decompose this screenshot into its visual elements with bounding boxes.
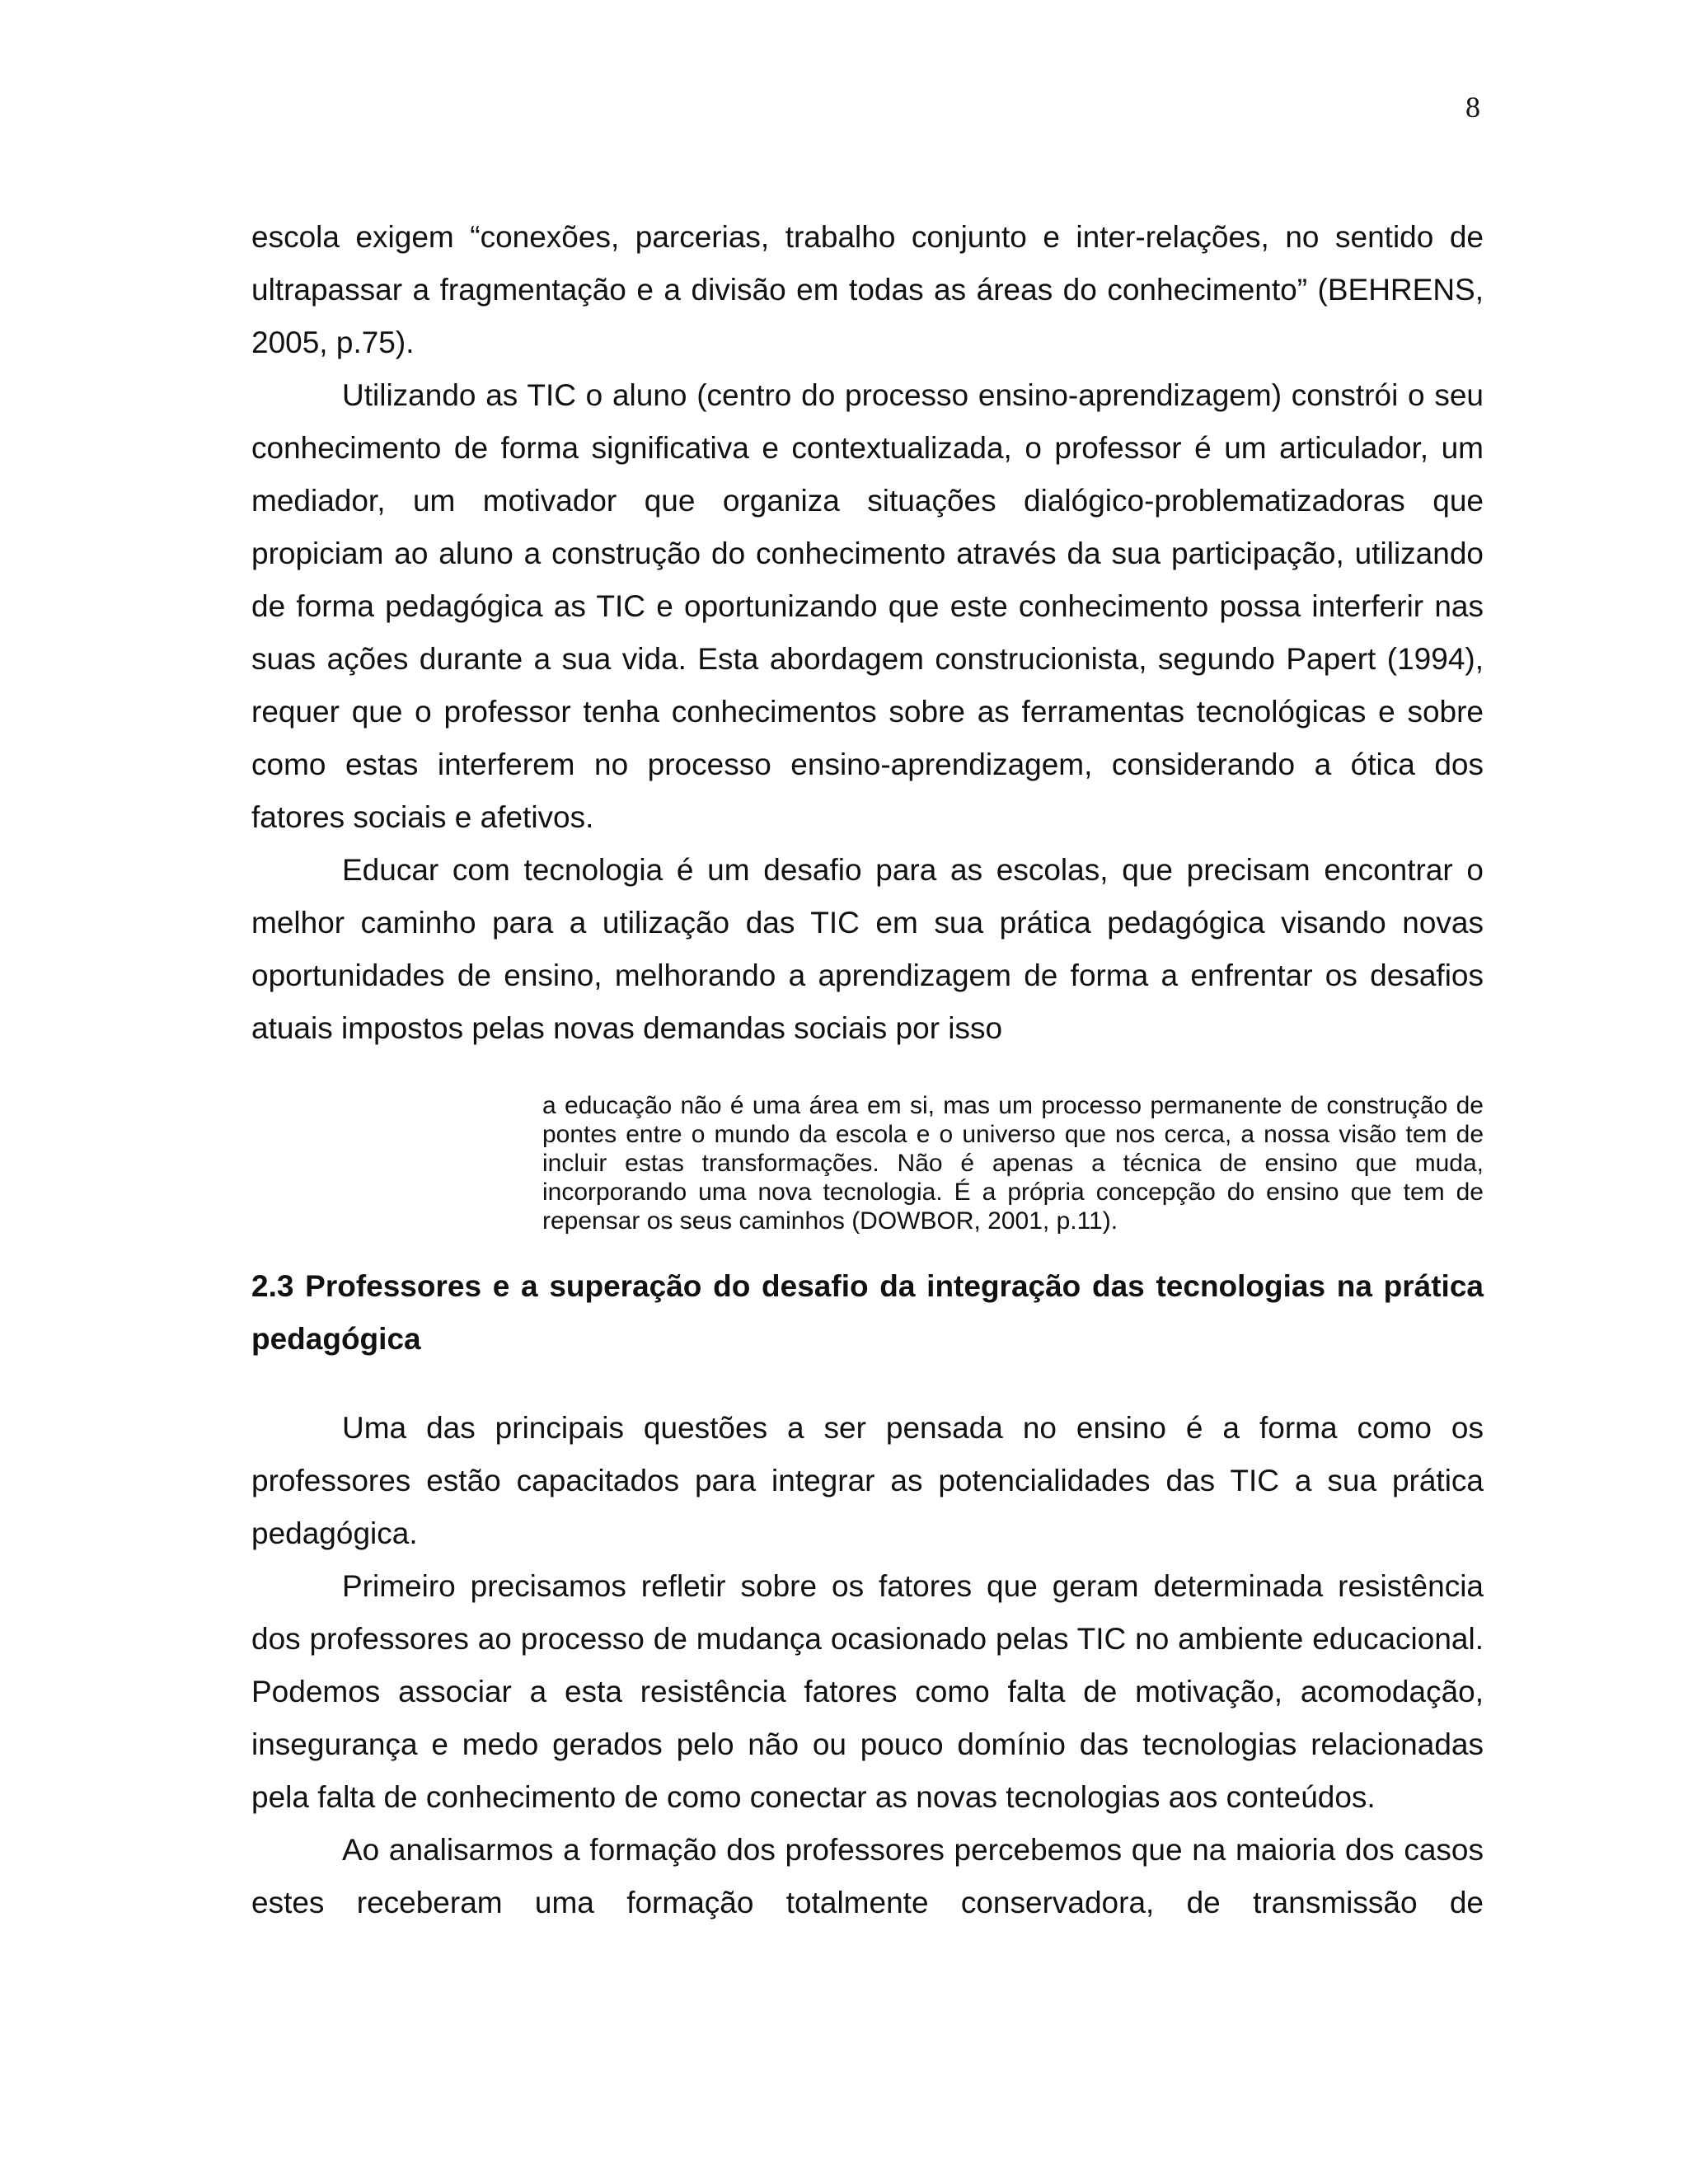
block-quote: a educação não é uma área em si, mas um processo permanente de construção de pontes entre o mundo da escola e o universo que nos cerca, a nossa visão tem de incluir estas transformações. Não é apenas a técnica de ensino que muda, incorporando uma nova tecnologia. É a própria concepção do ensino que tem de repensar os seus caminhos (DOWBOR, 2001, p.11). [542, 1092, 1484, 1235]
paragraph-intro: escola exigem “conexões, parcerias, trabalho conjunto e inter-relações, no sentido de ultrapassar a fragmentação e a divisão em todas as áreas do conhecimento” (BEHRENS, 2005, p.75). [251, 220, 1484, 359]
document-body [251, 211, 1484, 1929]
page-number: 8 [1465, 91, 1480, 124]
paragraph-educating-technology: Educar com tecnologia é um desafio para as escolas, que precisam encontrar o melhor caminho para a utilização das TIC em sua prática pedagógica visando novas oportunidades de ensino, melhorando a aprendizagem de forma a enfrentar os desafios atuais impostos pelas novas demandas sociais por isso [251, 853, 1484, 1045]
paragraph-main-questions: Uma das principais questões a ser pensada no ensino é a forma como os professores estão capacitados para integrar as potencialidades das TIC a sua prática pedagógica. [251, 1411, 1484, 1550]
paragraph-tic-student: Utilizando as TIC o aluno (centro do processo ensino-aprendizagem) constrói o seu conhecimento de forma significativa e contextualizada, o professor é um articulador, um mediador, um motivador que organiza situações dialógico-problematizadoras que propiciam ao aluno a construção do conhecimento através da sua participação, utilizando de forma pedagógica as TIC e oportunizando que este conhecimento possa interferir nas suas ações durante a sua vida. Esta abordagem construcionista, segundo Papert (1994), requer que o professor tenha conhecimentos sobre as ferramentas tecnológicas e sobre como estas interferem no processo ensino-aprendizagem, considerando a ótica dos fatores sociais e afetivos. [251, 378, 1484, 834]
section-heading: 2.3 Professores e a superação do desafio da integração das tecnologias na prática pedagógica [251, 1269, 1484, 1356]
paragraph-resistance: Primeiro precisamos refletir sobre os fatores que geram determinada resistência dos professores ao processo de mudança ocasionado pelas TIC no ambiente educacional. Podemos associar a esta resistência fatores como falta de motivação, acomodação, insegurança e medo gerados pelo não ou pouco domínio das tecnologias relacionadas pela falta de conhecimento de como conectar as novas tecnologias aos conteúdos. [251, 1569, 1484, 1814]
paragraph-teacher-training: Ao analisarmos a formação dos professores percebemos que na maioria dos casos estes receberam uma formação totalmente conservadora, de transmissão de [251, 1833, 1484, 1919]
